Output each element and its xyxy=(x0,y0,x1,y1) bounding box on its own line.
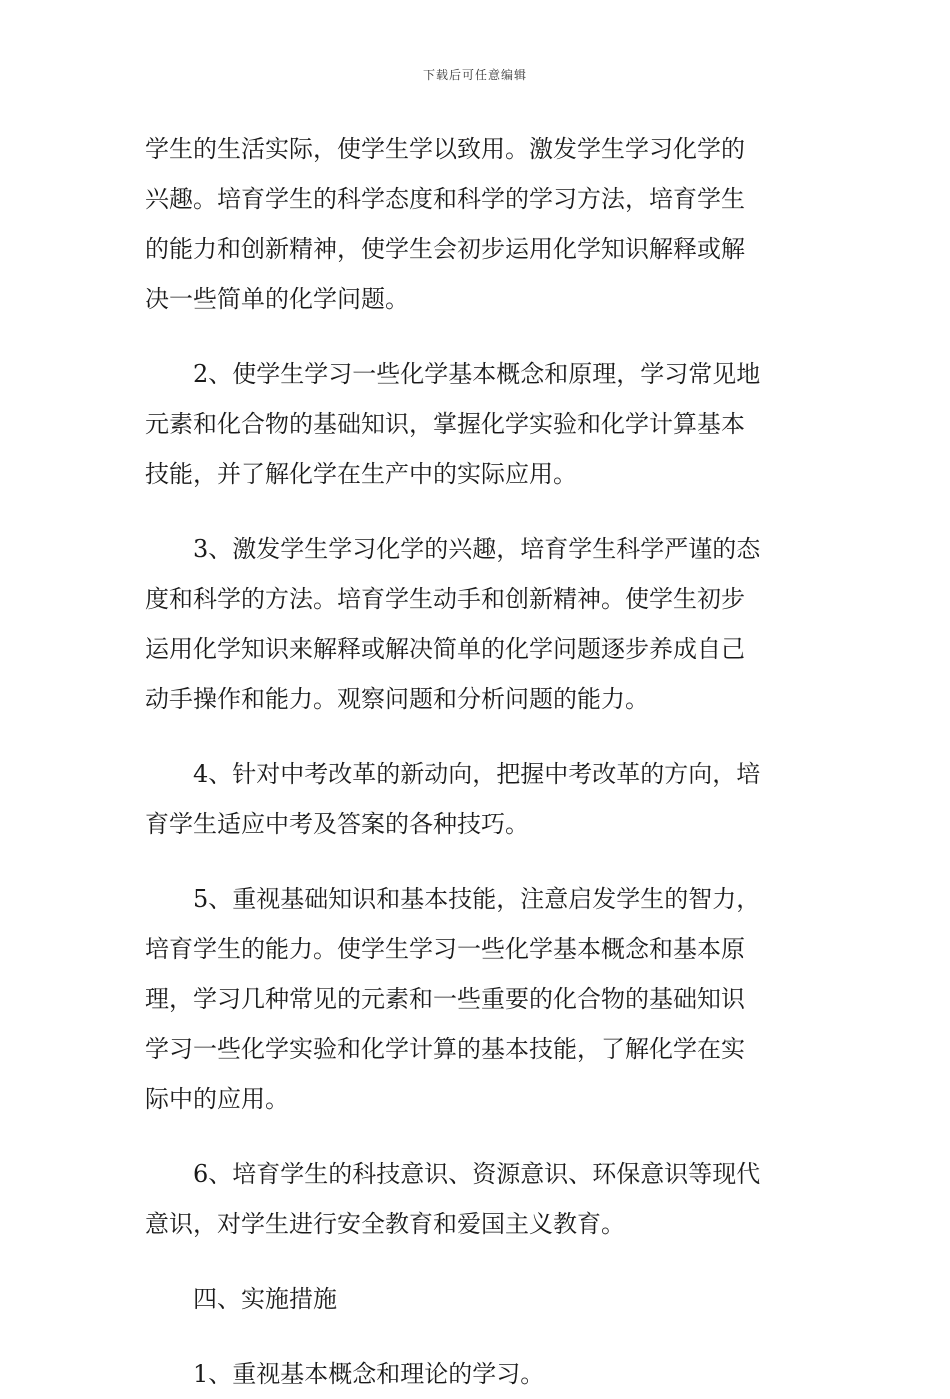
text-line: 4、针对中考改革的新动向，把握中考改革的方向，培 xyxy=(193,760,761,788)
page-header: 下载后可任意编辑 xyxy=(422,68,527,82)
text-line: 技能，并了解化学在生产中的实际应用。 xyxy=(145,460,577,488)
text-line: 1、重视基本概念和理论的学习。 xyxy=(193,1360,545,1388)
text-line: 理，学习几种常见的元素和一些重要的化合物的基础知识 xyxy=(145,985,745,1013)
text-line: 3、激发学生学习化学的兴趣，培育学生科学严谨的态 xyxy=(193,535,761,563)
text-line: 意识，对学生进行安全教育和爱国主义教育。 xyxy=(145,1210,625,1238)
text-line: 运用化学知识来解释或解决简单的化学问题逐步养成自己 xyxy=(145,635,745,663)
text-line: 育学生适应中考及答案的各种技巧。 xyxy=(145,810,529,838)
paragraph xyxy=(145,524,809,724)
document-body xyxy=(145,124,809,1399)
text-line: 兴趣。培育学生的科学态度和科学的学习方法，培育学生 xyxy=(145,185,745,213)
paragraph xyxy=(145,1149,809,1249)
paragraph xyxy=(145,124,809,324)
text-line: 学生的生活实际，使学生学以致用。激发学生学习化学的 xyxy=(145,135,745,163)
section-heading xyxy=(145,1274,809,1324)
text-line: 6、培育学生的科技意识、资源意识、环保意识等现代 xyxy=(193,1160,761,1188)
paragraph xyxy=(145,749,809,849)
text-line: 四、实施措施 xyxy=(193,1285,337,1313)
text-line: 学习一些化学实验和化学计算的基本技能，了解化学在实 xyxy=(145,1035,745,1063)
paragraph xyxy=(145,349,809,499)
text-line: 的能力和创新精神，使学生会初步运用化学知识解释或解 xyxy=(145,235,745,263)
text-line: 5、重视基础知识和基本技能，注意启发学生的智力， xyxy=(193,885,761,913)
text-line: 元素和化合物的基础知识，掌握化学实验和化学计算基本 xyxy=(145,410,745,438)
paragraph xyxy=(145,874,809,1124)
text-line: 培育学生的能力。使学生学习一些化学基本概念和基本原 xyxy=(145,935,745,963)
text-line: 2、使学生学习一些化学基本概念和原理，学习常见地 xyxy=(193,360,761,388)
text-line: 度和科学的方法。培育学生动手和创新精神。使学生初步 xyxy=(145,585,745,613)
text-line: 决一些简单的化学问题。 xyxy=(145,285,409,313)
text-line: 动手操作和能力。观察问题和分析问题的能力。 xyxy=(145,685,649,713)
text-line: 际中的应用。 xyxy=(145,1085,289,1113)
paragraph xyxy=(145,1349,809,1399)
